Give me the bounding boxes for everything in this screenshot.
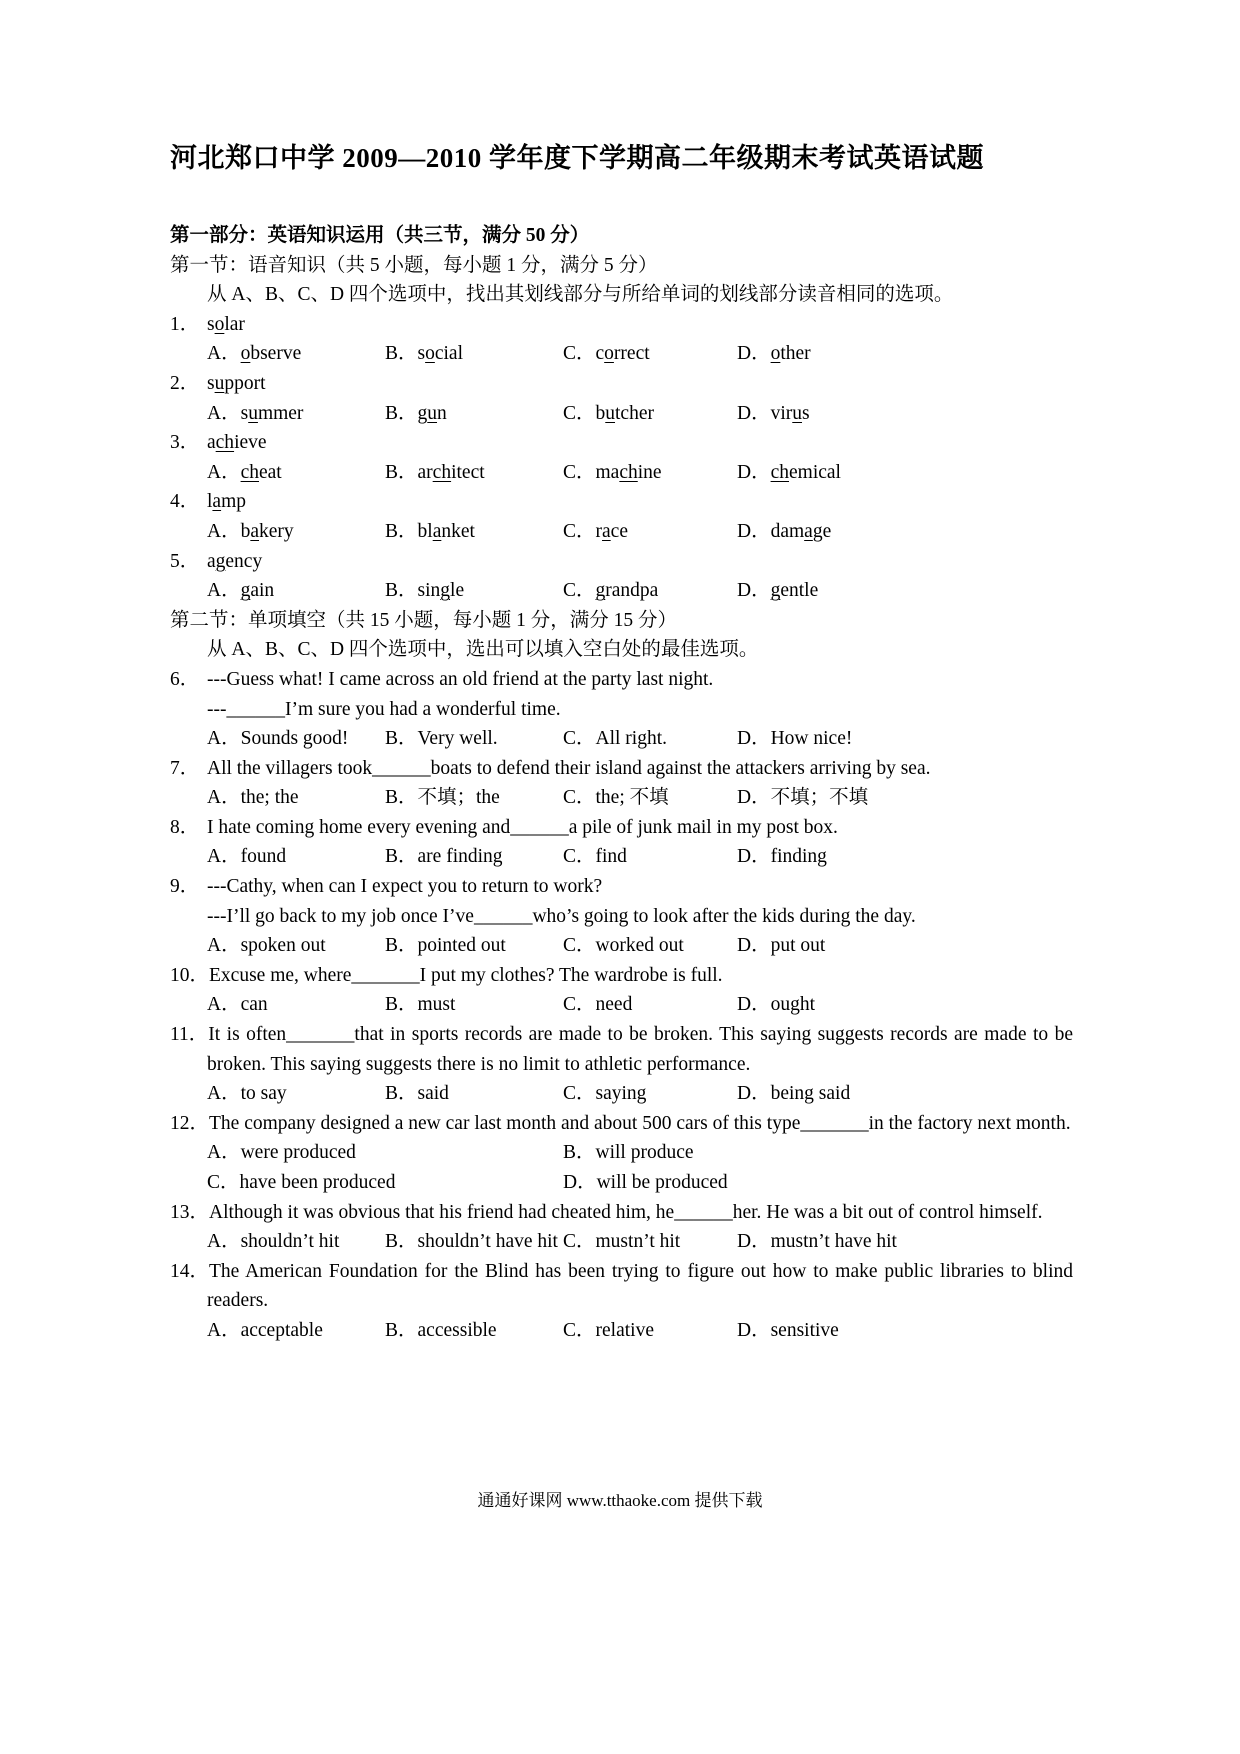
mcq-question bbox=[170, 1020, 1073, 1109]
option bbox=[737, 783, 1073, 813]
question-number: 14． bbox=[170, 1260, 210, 1282]
question-stem: 10．Excuse me, where_______I put my clothes? The wardrobe is full. bbox=[170, 961, 1073, 991]
option-label: C． bbox=[563, 846, 596, 868]
option-row bbox=[170, 931, 1073, 961]
option bbox=[563, 576, 737, 606]
option bbox=[737, 724, 1073, 754]
option-text: gun bbox=[417, 402, 447, 424]
option-text: spoken out bbox=[240, 935, 326, 957]
option-text: were produced bbox=[240, 1142, 356, 1164]
question-number: 6． bbox=[170, 668, 200, 690]
option-text: pointed out bbox=[417, 935, 506, 957]
option bbox=[207, 458, 385, 488]
option-text: acceptable bbox=[240, 1319, 323, 1341]
option bbox=[207, 990, 385, 1020]
option bbox=[207, 1079, 385, 1109]
option-label: A． bbox=[207, 520, 241, 542]
question-stem bbox=[170, 369, 1073, 399]
option-label: A． bbox=[207, 1231, 241, 1253]
option-row bbox=[170, 724, 1073, 754]
option-label: A． bbox=[207, 1083, 241, 1105]
headword: agency bbox=[207, 550, 263, 572]
option bbox=[385, 339, 563, 369]
option bbox=[207, 1138, 563, 1168]
phonetics-question-list bbox=[170, 310, 1073, 606]
option-label: C． bbox=[563, 1083, 596, 1105]
option bbox=[207, 724, 385, 754]
option-text: mustn’t have hit bbox=[770, 1231, 897, 1253]
option-text: to say bbox=[240, 1083, 287, 1105]
question-number: 7． bbox=[170, 757, 200, 779]
option-text: blanket bbox=[417, 520, 475, 542]
option bbox=[737, 517, 1073, 547]
option-text: sensitive bbox=[770, 1319, 839, 1341]
option-label: C． bbox=[563, 994, 596, 1016]
option bbox=[385, 1079, 563, 1109]
option-label: D． bbox=[737, 994, 771, 1016]
question-stem: 7． All the villagers took______boats to defend their island against the attackers arriving by sea. bbox=[170, 754, 1073, 784]
option bbox=[563, 1227, 737, 1257]
option-label: D． bbox=[563, 1172, 597, 1193]
part1-header: 第一部分：英语知识运用（共三节，满分 50 分） bbox=[170, 225, 590, 246]
option-label: A． bbox=[207, 461, 241, 483]
option bbox=[385, 399, 563, 429]
option-label: B． bbox=[385, 402, 418, 424]
mcq-question bbox=[170, 754, 1073, 813]
option-label: D． bbox=[737, 1231, 771, 1253]
option-text: chemical bbox=[770, 461, 841, 483]
option-label: A． bbox=[207, 580, 241, 602]
option-label: A． bbox=[207, 402, 241, 424]
option-text: being said bbox=[770, 1083, 851, 1105]
option-text: virus bbox=[770, 402, 810, 424]
option-row bbox=[170, 576, 1073, 606]
question-stem bbox=[170, 310, 1073, 340]
option bbox=[385, 458, 563, 488]
option-label: C． bbox=[563, 520, 596, 542]
option-label: C． bbox=[563, 343, 596, 365]
option-row bbox=[170, 842, 1073, 872]
option-text: accessible bbox=[417, 1319, 497, 1341]
phonetic-question bbox=[170, 428, 1073, 487]
option bbox=[207, 399, 385, 429]
option-text: social bbox=[417, 343, 464, 365]
option bbox=[207, 576, 385, 606]
option-label: B． bbox=[385, 343, 418, 365]
option-label: D． bbox=[737, 461, 771, 483]
option bbox=[207, 517, 385, 547]
option-text: architect bbox=[417, 461, 485, 483]
option-label: D． bbox=[737, 520, 771, 542]
option-text: gentle bbox=[770, 580, 819, 602]
question-line: ---______I’m sure you had a wonderful time. bbox=[207, 698, 561, 720]
mcq-question-list bbox=[170, 665, 1073, 1346]
question-number: 2． bbox=[170, 372, 200, 394]
option-label: B． bbox=[385, 846, 418, 868]
question-stem: 8． I hate coming home every evening and______a pile of junk mail in my post box. bbox=[170, 813, 1073, 843]
option-label: C． bbox=[563, 728, 596, 750]
option-row bbox=[170, 1316, 1073, 1346]
option bbox=[385, 576, 563, 606]
question-stem bbox=[170, 428, 1073, 458]
option bbox=[563, 724, 737, 754]
section2-instruction: 从 A、B、C、D 四个选项中，选出可以填入空白处的最佳选项。 bbox=[207, 639, 759, 661]
document-content bbox=[170, 136, 1073, 1346]
headword: solar bbox=[207, 313, 245, 335]
option-text: cheat bbox=[240, 461, 282, 483]
option-label: A． bbox=[207, 343, 241, 365]
question-number: 12． bbox=[170, 1112, 210, 1134]
phonetic-question bbox=[170, 547, 1073, 606]
option-label: C． bbox=[563, 787, 596, 809]
option bbox=[207, 339, 385, 369]
question-stem bbox=[170, 547, 1073, 577]
option-text: 不填；the bbox=[417, 787, 500, 809]
option bbox=[207, 1316, 385, 1346]
option bbox=[385, 517, 563, 547]
option bbox=[563, 339, 737, 369]
option-label: D． bbox=[737, 343, 771, 365]
option-label: B． bbox=[385, 1083, 418, 1105]
option-row bbox=[170, 990, 1073, 1020]
option-label: D． bbox=[737, 402, 771, 424]
option-label: B． bbox=[385, 787, 418, 809]
option bbox=[385, 783, 563, 813]
option-text: need bbox=[595, 994, 633, 1016]
option-label: C． bbox=[563, 402, 596, 424]
option bbox=[563, 783, 737, 813]
option-label: A． bbox=[207, 994, 241, 1016]
option-text: the; the bbox=[240, 787, 299, 809]
question-number: 11． bbox=[170, 1024, 209, 1046]
option-label: B． bbox=[385, 994, 418, 1016]
option-text: finding bbox=[770, 846, 827, 868]
option-label: A． bbox=[207, 846, 241, 868]
option-label: B． bbox=[385, 520, 418, 542]
option-row bbox=[170, 1168, 1073, 1198]
question-stem: 11．It is often_______that in sports records are made to be broken. This saying suggests records are made to be broken. This saying suggests there is no limit to athletic performance. bbox=[170, 1020, 1073, 1079]
section2-header: 第二节：单项填空（共 15 小题，每小题 1 分，满分 15 分） bbox=[170, 609, 678, 631]
option bbox=[385, 1316, 563, 1346]
option bbox=[737, 931, 1073, 961]
option-text: 不填；不填 bbox=[770, 787, 869, 809]
question-number: 9． bbox=[170, 876, 200, 898]
option bbox=[563, 931, 737, 961]
headword: achieve bbox=[207, 432, 267, 454]
option bbox=[737, 339, 1073, 369]
question-stem bbox=[170, 487, 1073, 517]
question-number: 1． bbox=[170, 313, 200, 335]
option bbox=[207, 931, 385, 961]
question-number: 10． bbox=[170, 964, 210, 986]
option-text: machine bbox=[595, 461, 662, 483]
option-label: D． bbox=[737, 1083, 771, 1105]
option-text: will be produced bbox=[596, 1172, 728, 1193]
option bbox=[385, 842, 563, 872]
question-number: 3． bbox=[170, 432, 200, 454]
option-label: B． bbox=[385, 461, 418, 483]
option-label: D． bbox=[737, 787, 771, 809]
mcq-question bbox=[170, 961, 1073, 1020]
option-label: C． bbox=[563, 461, 596, 483]
option-label: C． bbox=[563, 935, 596, 957]
option-text: summer bbox=[240, 402, 304, 424]
option-text: mustn’t hit bbox=[595, 1231, 681, 1253]
option bbox=[563, 517, 737, 547]
option-text: Sounds good! bbox=[240, 728, 349, 750]
option-text: shouldn’t have hit bbox=[417, 1231, 558, 1253]
option-text: can bbox=[240, 994, 268, 1016]
option-text: other bbox=[770, 343, 811, 365]
mcq-question bbox=[170, 665, 1073, 754]
option-row bbox=[170, 1138, 1073, 1168]
option bbox=[563, 1138, 1073, 1168]
option bbox=[737, 842, 1073, 872]
option-row bbox=[170, 1227, 1073, 1257]
option-text: have been produced bbox=[239, 1172, 396, 1193]
option-label: A． bbox=[207, 1142, 241, 1164]
option-label: D． bbox=[737, 935, 771, 957]
option-text: said bbox=[417, 1083, 449, 1105]
option-text: put out bbox=[770, 935, 826, 957]
option bbox=[737, 990, 1073, 1020]
option-text: are finding bbox=[417, 846, 503, 868]
option-text: damage bbox=[770, 520, 832, 542]
section1-instruction: 从 A、B、C、D 四个选项中，找出其划线部分与所给单词的划线部分读音相同的选项。 bbox=[207, 284, 954, 306]
option-text: All right. bbox=[595, 728, 668, 750]
option bbox=[737, 576, 1073, 606]
option-label: D． bbox=[737, 728, 771, 750]
option bbox=[207, 1168, 563, 1198]
question-stem: 13．Although it was obvious that his friend had cheated him, he______her. He was a bit out of control himself. bbox=[170, 1198, 1073, 1228]
question-number: 8． bbox=[170, 816, 200, 838]
option bbox=[385, 724, 563, 754]
option-label: B． bbox=[563, 1142, 596, 1164]
option bbox=[207, 783, 385, 813]
exam-title: 河北郑口中学 2009—2010 学年度下学期高二年级期末考试英语试题 bbox=[170, 143, 984, 173]
option-text: relative bbox=[595, 1319, 654, 1341]
option bbox=[563, 458, 737, 488]
question-line: ---I’ll go back to my job once I’ve______who’s going to look after the kids during the day. bbox=[207, 905, 916, 927]
option bbox=[563, 1316, 737, 1346]
option-label: B． bbox=[385, 580, 418, 602]
option-text: the; 不填 bbox=[595, 787, 669, 809]
section1-header: 第一节：语音知识（共 5 小题，每小题 1 分，满分 5 分） bbox=[170, 254, 658, 276]
option-text: observe bbox=[240, 343, 302, 365]
option-row bbox=[170, 517, 1073, 547]
option bbox=[563, 1168, 1073, 1198]
option-text: grandpa bbox=[595, 580, 659, 602]
option bbox=[737, 1079, 1073, 1109]
option bbox=[385, 990, 563, 1020]
question-number: 13． bbox=[170, 1201, 210, 1223]
option-text: worked out bbox=[595, 935, 684, 957]
question-number: 5． bbox=[170, 550, 200, 572]
option-label: C． bbox=[207, 1172, 240, 1193]
headword: lamp bbox=[207, 491, 246, 513]
option-text: ought bbox=[770, 994, 816, 1016]
option-label: A． bbox=[207, 1319, 241, 1341]
option bbox=[737, 1227, 1073, 1257]
option-label: D． bbox=[737, 1319, 771, 1341]
option-row bbox=[170, 1079, 1073, 1109]
option-label: C． bbox=[563, 1231, 596, 1253]
option bbox=[737, 1316, 1073, 1346]
question-stem: 9． ---Cathy, when can I expect you to return to work? bbox=[170, 872, 1073, 902]
option-text: bakery bbox=[240, 520, 294, 542]
option-label: B． bbox=[385, 1319, 418, 1341]
page-footer: 通通好课网 www.tthaoke.com 提供下载 bbox=[477, 1491, 763, 1510]
option-text: find bbox=[595, 846, 627, 868]
mcq-question bbox=[170, 1198, 1073, 1257]
mcq-question bbox=[170, 1257, 1073, 1346]
option-label: C． bbox=[563, 1319, 596, 1341]
option bbox=[207, 842, 385, 872]
question-stem: 14．The American Foundation for the Blind has been trying to figure out how to make public libraries to blind readers. bbox=[170, 1257, 1073, 1316]
option-text: must bbox=[417, 994, 456, 1016]
option-text: gain bbox=[240, 580, 275, 602]
option-label: D． bbox=[737, 846, 771, 868]
option bbox=[385, 931, 563, 961]
option-label: A． bbox=[207, 728, 241, 750]
option bbox=[385, 1227, 563, 1257]
question-stem: 6． ---Guess what! I came across an old friend at the party last night. bbox=[170, 665, 1073, 695]
option-label: A． bbox=[207, 935, 241, 957]
option-text: Very well. bbox=[417, 728, 498, 750]
option-row bbox=[170, 339, 1073, 369]
option-label: D． bbox=[737, 580, 771, 602]
option-text: How nice! bbox=[770, 728, 853, 750]
option-row bbox=[170, 399, 1073, 429]
option-text: shouldn’t hit bbox=[240, 1231, 340, 1253]
mcq-question bbox=[170, 813, 1073, 872]
option bbox=[563, 399, 737, 429]
option-text: single bbox=[417, 580, 465, 602]
option bbox=[563, 1079, 737, 1109]
option bbox=[207, 1227, 385, 1257]
option-row bbox=[170, 783, 1073, 813]
option-text: race bbox=[595, 520, 628, 542]
option-text: butcher bbox=[595, 402, 654, 424]
question-stem: 12．The company designed a new car last month and about 500 cars of this type_______in the factory next month. bbox=[170, 1109, 1073, 1139]
option-text: correct bbox=[595, 343, 650, 365]
option-label: B． bbox=[385, 1231, 418, 1253]
option-text: saying bbox=[595, 1083, 647, 1105]
phonetic-question bbox=[170, 310, 1073, 369]
mcq-question bbox=[170, 872, 1073, 961]
mcq-question bbox=[170, 1109, 1073, 1198]
option bbox=[563, 990, 737, 1020]
phonetic-question bbox=[170, 487, 1073, 546]
option bbox=[737, 458, 1073, 488]
option bbox=[563, 842, 737, 872]
headword: support bbox=[207, 372, 266, 394]
option-label: A． bbox=[207, 787, 241, 809]
option bbox=[737, 399, 1073, 429]
question-number: 4． bbox=[170, 491, 200, 513]
option-label: C． bbox=[563, 580, 596, 602]
option-label: B． bbox=[385, 728, 418, 750]
option-text: found bbox=[240, 846, 287, 868]
option-row bbox=[170, 458, 1073, 488]
option-text: will produce bbox=[595, 1142, 694, 1164]
phonetic-question bbox=[170, 369, 1073, 428]
option-label: B． bbox=[385, 935, 418, 957]
